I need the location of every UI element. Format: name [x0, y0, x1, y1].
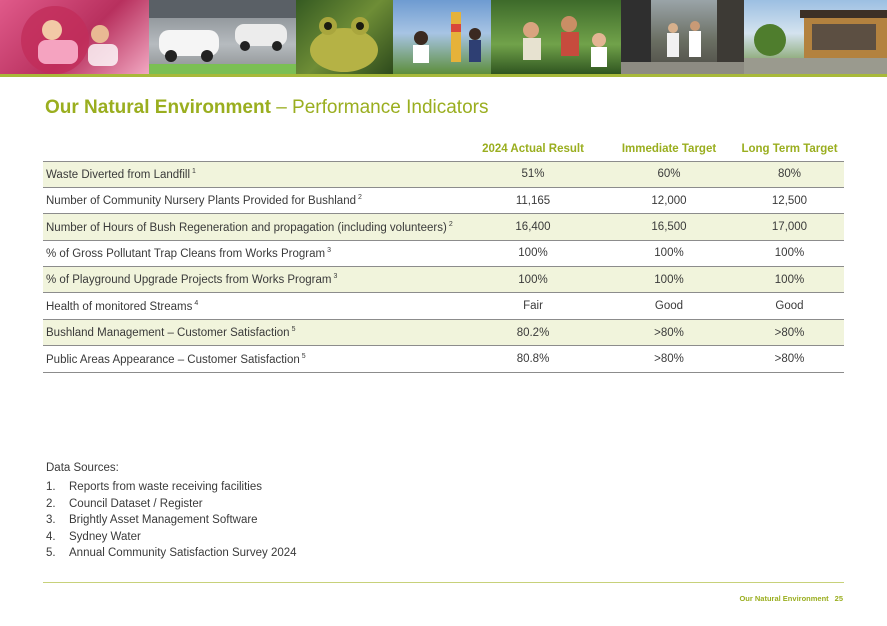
- immediate-target-cell: >80%: [603, 346, 735, 372]
- footer-section-name: Our Natural Environment: [739, 594, 829, 603]
- footnote-marker: 3: [327, 246, 331, 254]
- long-term-target-cell: 100%: [735, 240, 844, 266]
- children-outdoors-photo: [393, 0, 491, 74]
- footer-divider: [43, 582, 844, 583]
- page-number: 25: [834, 594, 843, 603]
- list-text: Reports from waste receiving facilities: [69, 481, 263, 493]
- immediate-target-cell: 16,500: [603, 214, 735, 240]
- long-term-target-cell: >80%: [735, 346, 844, 372]
- banner-photo-strip: [0, 0, 887, 74]
- actual-result-cell: 100%: [463, 240, 603, 266]
- long-term-target-cell: >80%: [735, 319, 844, 345]
- library-building-photo: [744, 0, 887, 74]
- column-header-long-term-target: Long Term Target: [735, 137, 844, 161]
- footnote-marker: 2: [358, 194, 362, 202]
- footnote-marker: 3: [333, 273, 338, 281]
- table-row: [43, 214, 844, 240]
- shopping-street-photo: [621, 0, 744, 74]
- indicator-label: Number of Hours of Bush Regeneration and propagation (including volunteers): [46, 221, 447, 234]
- actual-result-cell: 80.2%: [463, 319, 603, 345]
- long-term-target-cell: 17,000: [735, 214, 844, 240]
- footnote-marker: 5: [301, 352, 306, 360]
- data-sources-list: [46, 481, 297, 564]
- indicator-cell: [43, 161, 463, 187]
- page-footer: [739, 594, 843, 603]
- list-item: [46, 481, 297, 498]
- list-item: [46, 547, 297, 564]
- immediate-target-cell: 12,000: [603, 187, 735, 213]
- long-term-target-cell: Good: [735, 293, 844, 319]
- table-row: [43, 293, 844, 319]
- list-number: 4.: [46, 530, 56, 543]
- footnote-marker: 1: [192, 167, 196, 175]
- list-item: [46, 514, 297, 531]
- indicator-label: % of Gross Pollutant Trap Cleans from Works Program: [46, 247, 326, 260]
- actual-result-cell: 51%: [463, 161, 603, 187]
- performance-indicators-table: [43, 137, 844, 373]
- immediate-target-cell: 100%: [603, 267, 735, 293]
- actual-result-cell: 16,400: [463, 214, 603, 240]
- indicator-label: Health of monitored Streams: [46, 300, 193, 313]
- community-gardening-photo: [491, 0, 621, 74]
- page-title-rest: – Performance Indicators: [270, 97, 489, 118]
- electric-cars-charging-photo: [149, 0, 296, 74]
- list-number: 5.: [46, 547, 56, 560]
- table-row: [43, 161, 844, 187]
- list-number: 1.: [46, 481, 56, 493]
- data-sources-heading: Data Sources:: [46, 462, 119, 474]
- indicator-label: Number of Community Nursery Plants Provided for Bushland: [46, 195, 356, 207]
- indicator-cell: [43, 293, 463, 319]
- immediate-target-cell: 100%: [603, 240, 735, 266]
- banner-accent-rule: [0, 74, 887, 77]
- list-text: Brightly Asset Management Software: [69, 514, 258, 527]
- table-row: [43, 240, 844, 266]
- table-header-row: [43, 137, 844, 161]
- actual-result-cell: Fair: [463, 293, 603, 319]
- list-number: 2.: [46, 497, 56, 510]
- long-term-target-cell: 12,500: [735, 187, 844, 213]
- actual-result-cell: 11,165: [463, 187, 603, 213]
- long-term-target-cell: 100%: [735, 267, 844, 293]
- indicator-cell: [43, 346, 463, 372]
- immediate-target-cell: >80%: [603, 319, 735, 345]
- actual-result-cell: 80.8%: [463, 346, 603, 372]
- list-item: [46, 531, 297, 548]
- indicator-label: Bushland Management – Customer Satisfaction: [46, 326, 290, 339]
- indicator-label: % of Playground Upgrade Projects from Works Program: [46, 274, 332, 287]
- indicator-cell: [43, 187, 463, 213]
- column-header-actual: 2024 Actual Result: [463, 137, 603, 161]
- list-item: [46, 498, 297, 515]
- column-header-indicator: [43, 137, 463, 161]
- list-number: 3.: [46, 514, 56, 527]
- footnote-marker: 2: [448, 220, 453, 228]
- actual-result-cell: 100%: [463, 267, 603, 293]
- page-title-bold: Our Natural Environment: [45, 97, 271, 118]
- indicator-label: Public Areas Appearance – Customer Satisfaction: [46, 353, 300, 366]
- page-title: [45, 97, 488, 119]
- data-sources: [46, 462, 297, 564]
- children-playing-photo: [0, 0, 149, 74]
- indicator-label: Waste Diverted from Landfill: [46, 168, 191, 181]
- indicator-cell: [43, 240, 463, 266]
- long-term-target-cell: 80%: [735, 161, 844, 187]
- list-text: Council Dataset / Register: [69, 497, 203, 510]
- indicator-cell: [43, 214, 463, 240]
- table-row: [43, 346, 844, 372]
- footnote-marker: 4: [194, 299, 199, 307]
- table-row: [43, 319, 844, 345]
- table-row: [43, 267, 844, 293]
- column-header-immediate-target: Immediate Target: [603, 137, 735, 161]
- immediate-target-cell: 60%: [603, 161, 735, 187]
- indicator-cell: [43, 319, 463, 345]
- footnote-marker: 5: [291, 326, 296, 334]
- indicator-cell: [43, 267, 463, 293]
- list-text: Annual Community Satisfaction Survey 2024: [69, 547, 297, 560]
- immediate-target-cell: Good: [603, 293, 735, 319]
- list-text: Sydney Water: [69, 530, 141, 543]
- frog-photo: [296, 0, 393, 74]
- table-row: [43, 187, 844, 213]
